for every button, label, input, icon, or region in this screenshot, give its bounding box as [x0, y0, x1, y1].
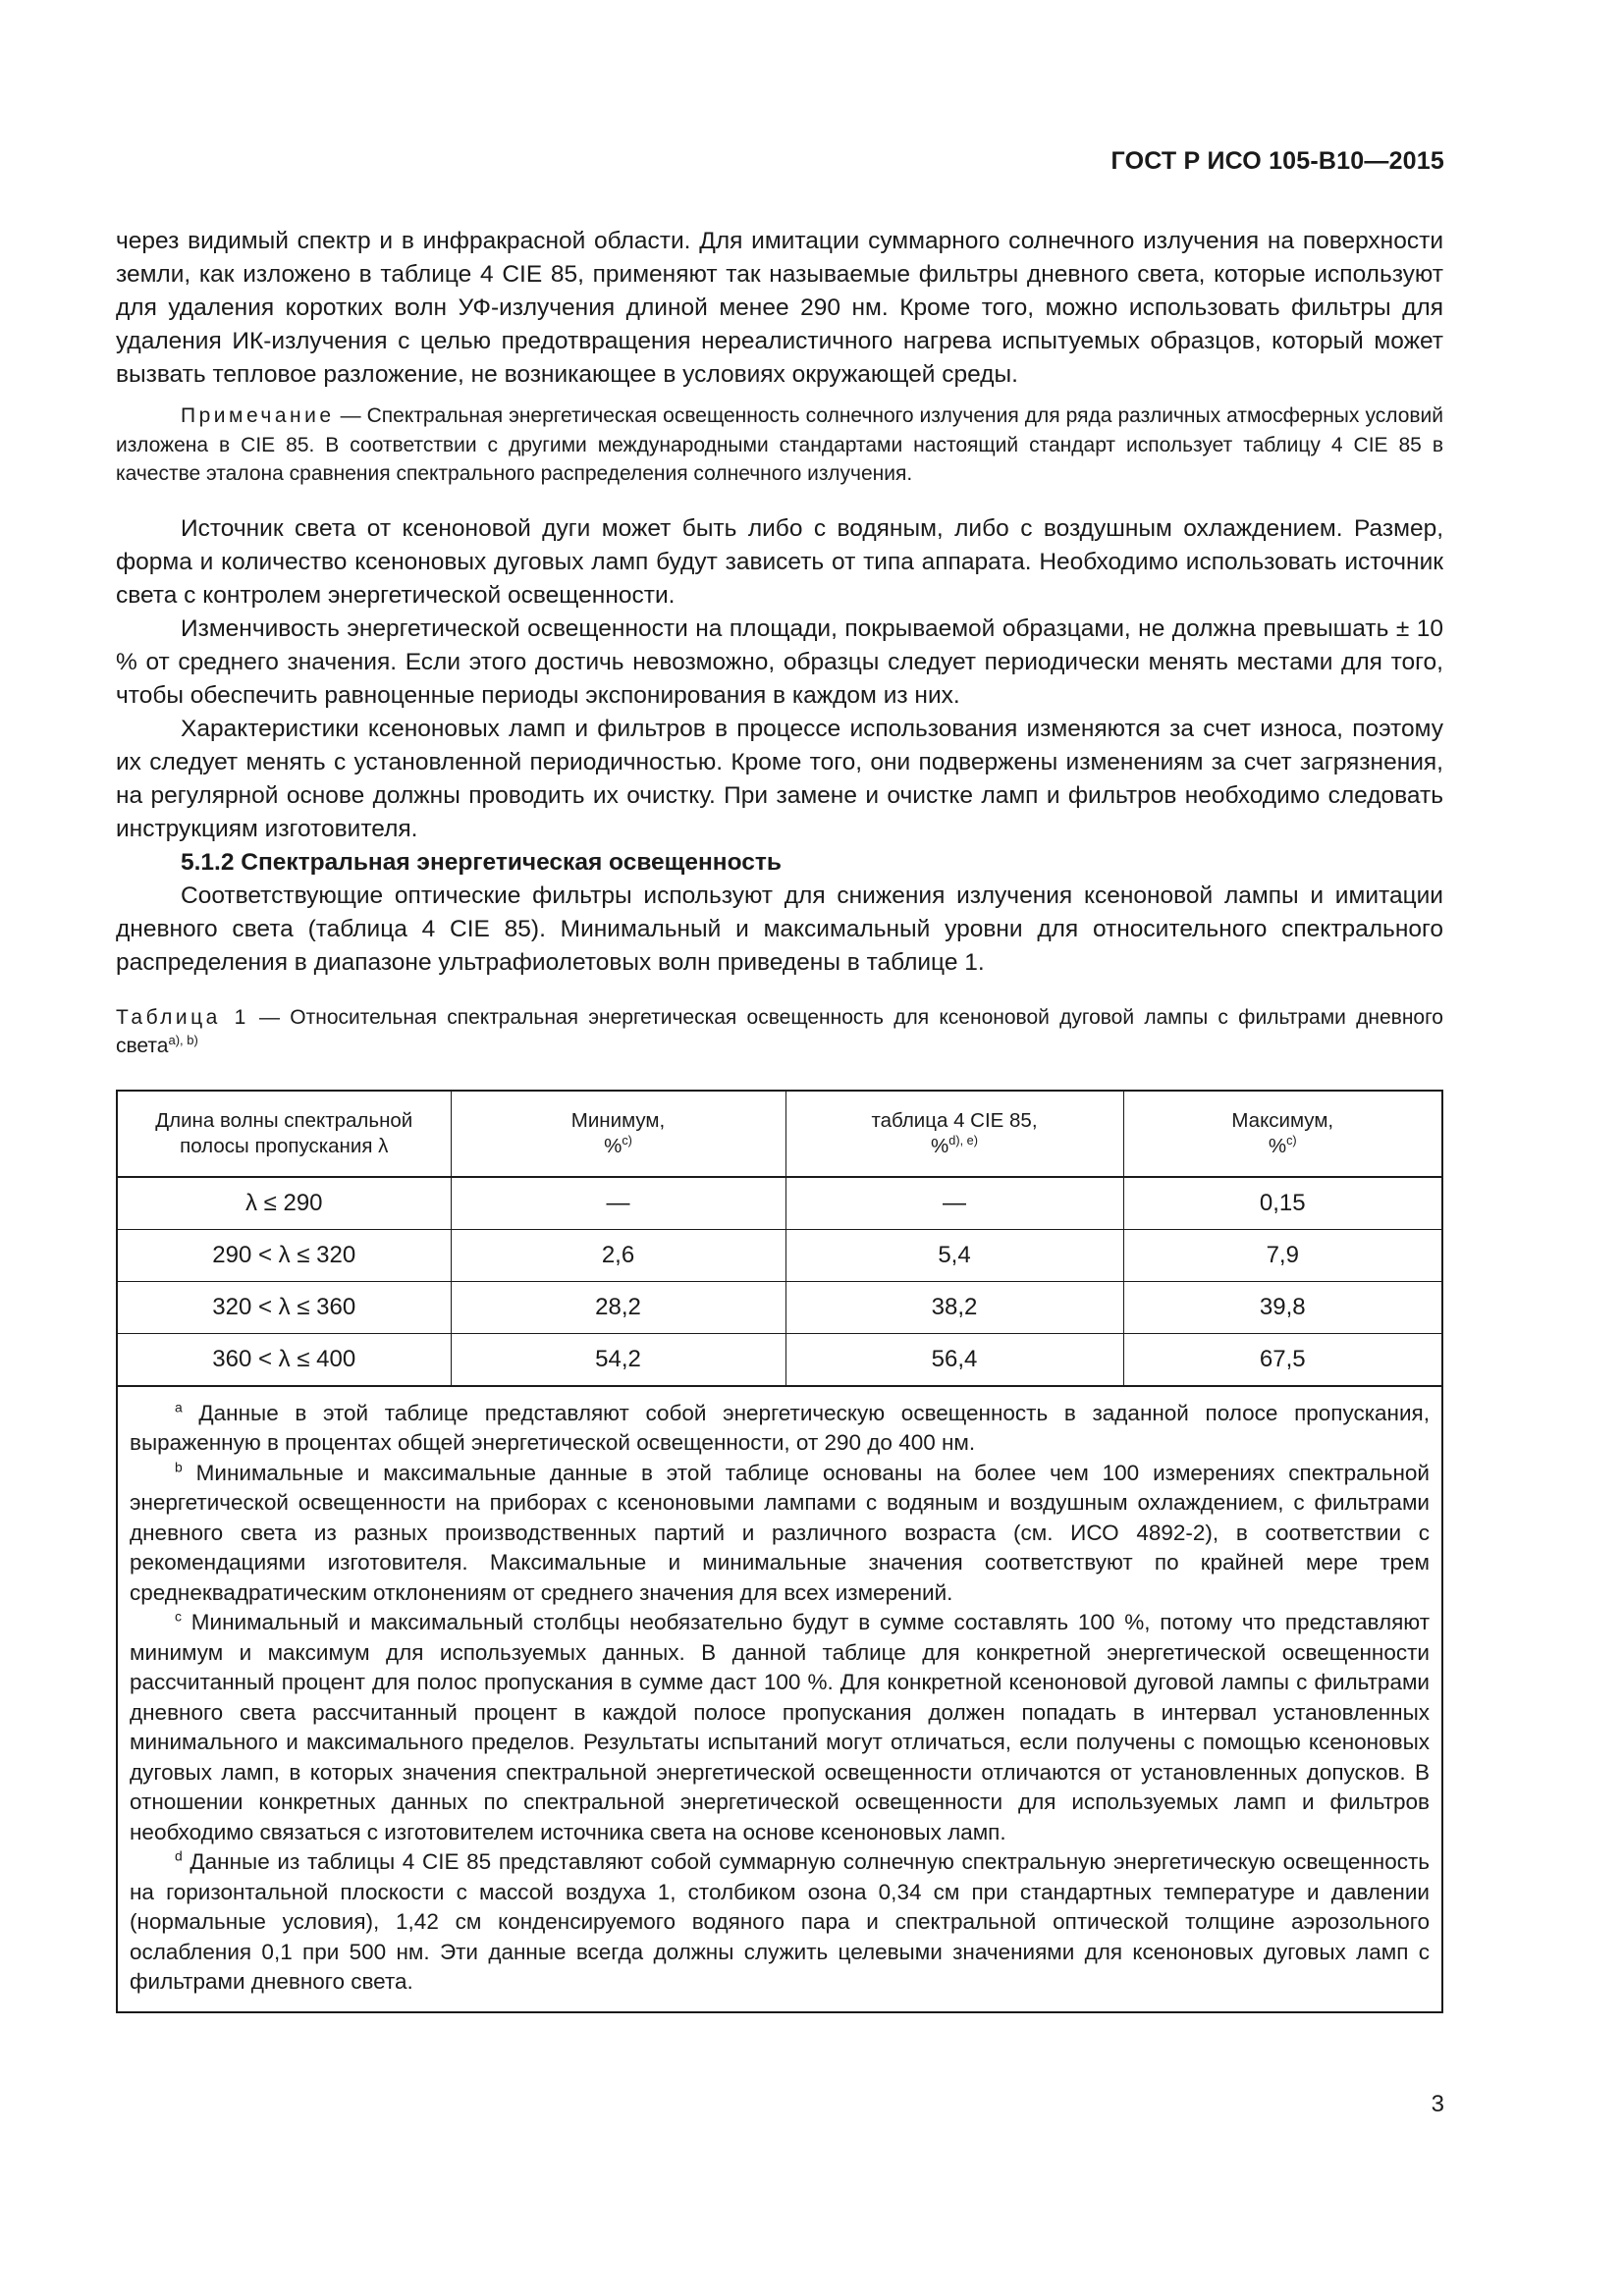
table-cell-minimum: — — [451, 1177, 785, 1230]
table-row — [118, 1281, 1441, 1333]
footnote-mark: b — [175, 1459, 183, 1474]
footnote-a: $^a$ Данные в этой таблице представляют собой энергетическую освещенность в заданной полосе пропускания, выраженную в процентах общей энергетической освещенности, от 290 до 400 нм. — [130, 1399, 1430, 1455]
intro-paragraph: через видимый спектр и в инфракрасной области. Для имитации суммарного солнечного излучения на поверхности земли, как изложено в таблице 4 CIE 85, применяют так называемые фильтры дневного света, которые используют для удаления коротких волн УФ-излучения длиной менее 290 нм. Кроме того, можно использовать фильтры для удаления ИК-излучения с целью предотвращения нереалистичного нагрева испытуемых образцов, который может вызвать тепловое разложение, не возникающее в условиях окружающей среды. — [116, 228, 1443, 388]
note-text: — Спектральная энергетическая освещенность солнечного излучения для ряда различных атмосферных условий изложена в CIE 85. В соответствии с другими международными стандартами настоящий стандарт использует таблицу 4 CIE 85 в качестве эталона сравнения спектрального распределения солнечного излучения. — [116, 404, 1443, 485]
table-row — [118, 1229, 1441, 1281]
page-content — [116, 225, 1443, 2013]
spectral-table-frame — [116, 1090, 1443, 2013]
table-caption-label: Таблица 1 — [116, 1005, 249, 1029]
table-header-row — [118, 1092, 1441, 1177]
table-cell-minimum: 2,6 — [451, 1229, 785, 1281]
table-row — [118, 1177, 1441, 1230]
note-paragraph — [116, 401, 1443, 489]
column-header-minimum: Минимум, %$^{c)}$ — [451, 1092, 785, 1177]
table-cell-minimum: 28,2 — [451, 1281, 785, 1333]
table-cell-wavelength: 360 < λ ≤ 400 — [118, 1333, 451, 1386]
table-caption-footnote-marks: a), b) — [168, 1032, 198, 1047]
spectral-irradiance-table — [118, 1092, 1441, 1387]
table-row — [118, 1333, 1441, 1386]
section-heading: 5.1.2 Спектральная энергетическая освещенность — [181, 848, 782, 876]
table-cell-cie85: 38,2 — [785, 1281, 1123, 1333]
footnote-c: $^c$ Минимальный и максимальный столбцы необязательно будут в сумме составлять 100 %, потому что представляют минимум и максимум для используемых данных. В данной таблице для конкретной энергетической освещенности рассчитанный процент для полос пропускания в сумме даст 100 %. Для конкретной ксеноновой дуговой лампы с фильтрами дневного света рассчитанный процент в каждой полосе пропускания должен попадать в интервал установленных минимального и максимального пределов. Результаты испытаний могут отличаться, если получены с помощью ксеноновых дуговых ламп, в которых значения спектральной энергетической освещенности отличаются от установленных допусков. В отношении конкретных данных по спектральной энергетической освещенности для используемых ламп и фильтров необходимо связаться с изготовителем источника света на основе ксеноновых ламп. — [130, 1608, 1430, 1844]
body-paragraph-filters: Соответствующие оптические фильтры используют для снижения излучения ксеноновой лампы и имитации дневного света (таблица 4 CIE 85). Минимальный и максимальный уровни для относительного спектрального распределения в диапазоне ультрафиолетовых волн приведены в таблице 1. — [116, 881, 1443, 976]
body-paragraph-irradiance-variability: Изменчивость энергетической освещенности на площади, покрываемой образцами, не должна превышать ± 10 % от среднего значения. Если этого достичь невозможно, образцы следует периодически менять местами для того, чтобы обеспечить равноценные периоды экспонирования в каждом из них. — [116, 614, 1443, 709]
column-header-maximum: Максимум, %$^{c)}$ — [1123, 1092, 1441, 1177]
document-header — [116, 147, 1444, 176]
footnote-mark: a — [175, 1399, 183, 1415]
table-cell-wavelength: 290 < λ ≤ 320 — [118, 1229, 451, 1281]
table-caption — [116, 1003, 1443, 1060]
table-cell-maximum: 67,5 — [1123, 1333, 1441, 1386]
standard-designation: ГОСТ Р ИСО 105-В10—2015 — [1110, 147, 1444, 175]
table-cell-maximum: 39,8 — [1123, 1281, 1441, 1333]
body-paragraph-lamp-maintenance: Характеристики ксеноновых ламп и фильтров в процессе использования изменяются за счет износа, поэтому их следует менять с установленной периодичностью. Кроме того, они подвержены изменениям за счет загрязнения, на регулярной основе должны проводить их очистку. При замене и очистке ламп и фильтров необходимо следовать инструкциям изготовителя. — [116, 715, 1443, 842]
column-header-cie85: таблица 4 CIE 85, %$^{d), e)}$ — [785, 1092, 1123, 1177]
page-number: 3 — [1431, 2091, 1444, 2117]
table-cell-wavelength: λ ≤ 290 — [118, 1177, 451, 1230]
table-cell-wavelength: 320 < λ ≤ 360 — [118, 1281, 451, 1333]
body-paragraph-xenon-source: Источник света от ксеноновой дуги может быть либо с водяным, либо с воздушным охлаждением. Размер, форма и количество ксеноновых дуговых ламп будут зависеть от типа аппарата. Необходимо использовать источник света с контролем энергетической освещенности. — [116, 514, 1443, 609]
footnote-mark: c — [175, 1608, 182, 1625]
footnote-mark: d — [175, 1847, 183, 1864]
table-cell-minimum: 54,2 — [451, 1333, 785, 1386]
table-cell-cie85: — — [785, 1177, 1123, 1230]
table-footnotes — [118, 1387, 1441, 2011]
footnote-d: $^d$ Данные из таблицы 4 CIE 85 представляют собой суммарную солнечную спектральную энергетическую освещенность на горизонтальной плоскости с массой воздуха 1, столбиком озона 0,34 см при стандартных температуре и давлении (нормальные условия), 1,42 см конденсируемого водяного пара и спектральной оптической толщине аэрозольного ослабления 0,1 при 500 нм. Эти данные всегда должны служить целевыми значениями для ксеноновых дуговых ламп с фильтрами дневного света. — [130, 1847, 1430, 1994]
footnote-b: $^b$ Минимальные и максимальные данные в этой таблице основаны на более чем 100 измерениях спектральной энергетической освещенности на приборах с ксеноновыми лампами с водяным и воздушным охлаждением, с фильтрами дневного света из разных производственных партий и различного возраста (см. ИСО 4892-2), в соответствии с рекомендациями изготовителя. Максимальные и минимальные значения соответствуют по крайней мере трем среднеквадратическим отклонениям от среднего значения для всех измерений. — [130, 1459, 1430, 1605]
column-header-wavelength: Длина волны спектральной полосы пропускания λ — [118, 1092, 451, 1177]
table-caption-text: — Относительная спектральная энергетическая освещенность для ксеноновой дуговой лампы с фильтрами дневного света — [116, 1005, 1443, 1057]
note-label: Примечание — [181, 404, 335, 427]
table-cell-maximum: 7,9 — [1123, 1229, 1441, 1281]
table-cell-cie85: 5,4 — [785, 1229, 1123, 1281]
table-cell-maximum: 0,15 — [1123, 1177, 1441, 1230]
table-cell-cie85: 56,4 — [785, 1333, 1123, 1386]
